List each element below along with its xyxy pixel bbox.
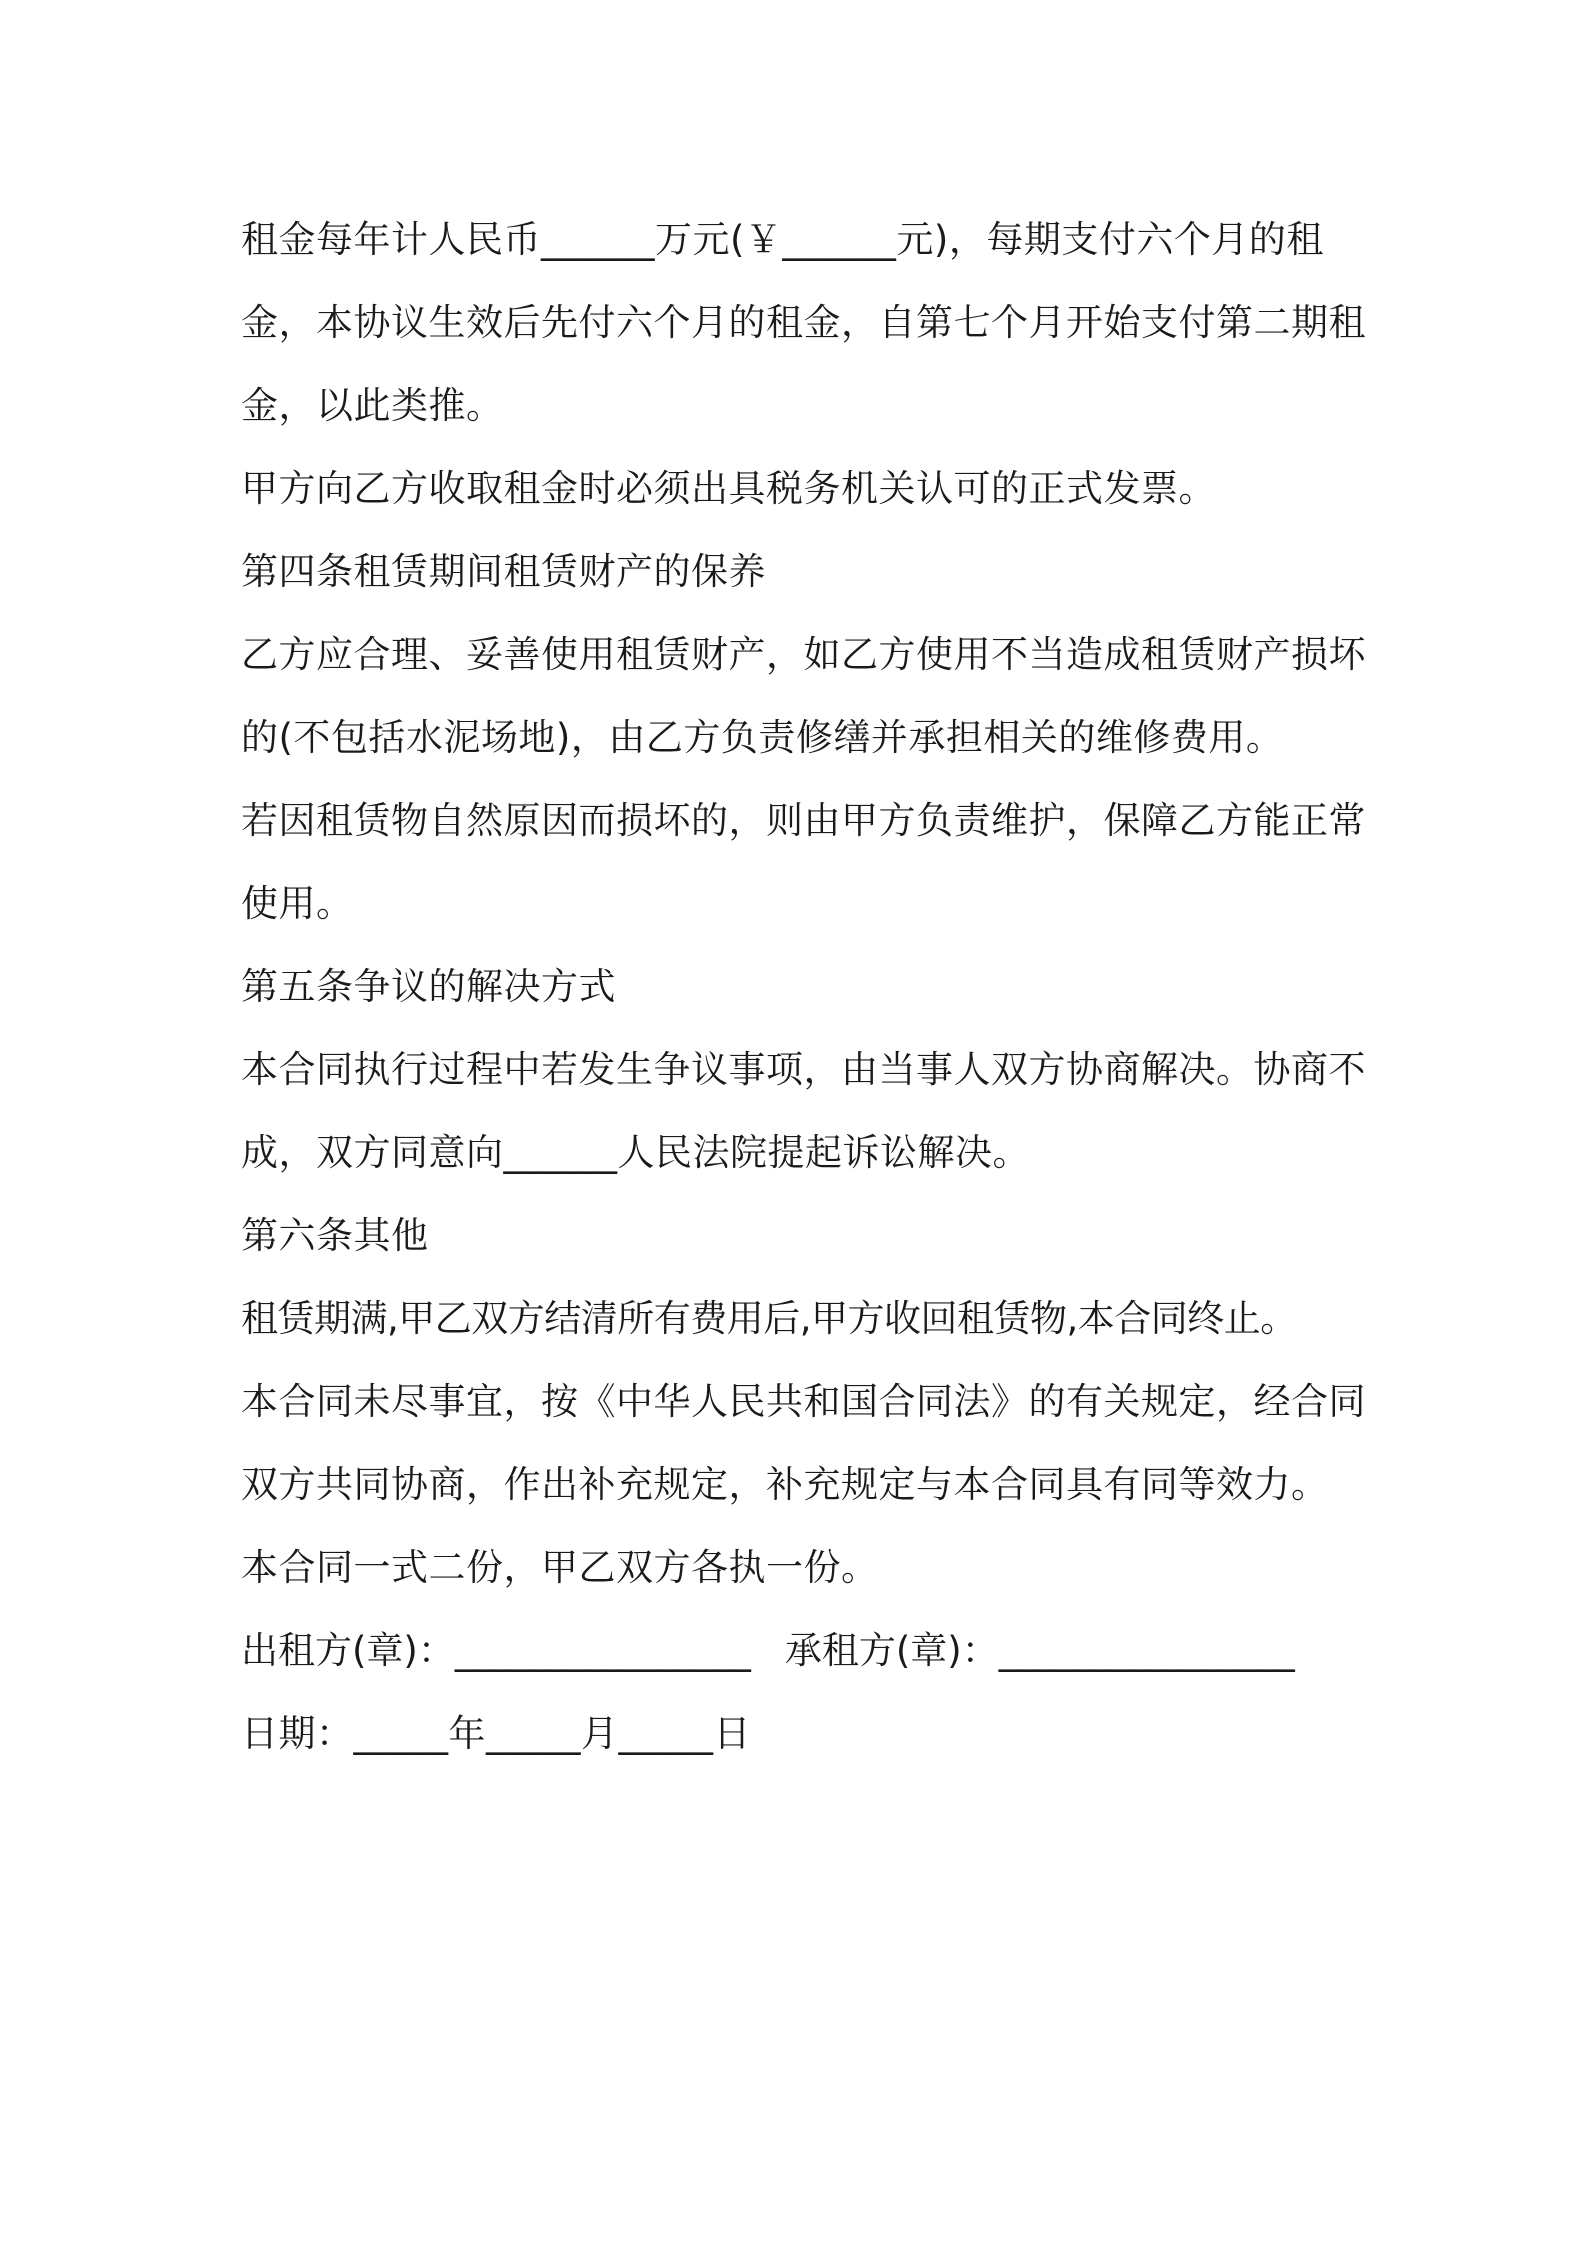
text-line: 本合同一式二份，甲乙双方各执一份。: [241, 1546, 879, 1589]
text-line: 本合同执行过程中若发生争议事项，由当事人双方协商解决。协商不: [241, 1048, 1366, 1091]
text-line: 的(不包括水泥场地)，由乙方负责修缮并承担相关的维修费用。: [241, 716, 1284, 759]
date-line: 日期：_____年_____月_____日: [241, 1712, 751, 1755]
text-line: 甲方向乙方收取租金时必须出具税务机关认可的正式发票。: [241, 467, 1216, 510]
signature-row: [241, 1609, 1361, 1692]
section-heading-6: 第六条其他: [241, 1214, 429, 1257]
text-line: 金，本协议生效后先付六个月的租金，自第七个月开始支付第二期租: [241, 301, 1366, 344]
text-line: 租金每年计人民币______万元(￥______元)，每期支付六个月的租: [241, 218, 1324, 261]
text-line: 租赁期满,甲乙双方结清所有费用后,甲方收回租赁物,本合同终止。: [241, 1297, 1297, 1340]
lessee-signature: 承租方(章)：________________: [784, 1629, 1295, 1672]
contract-page: [241, 198, 1366, 1775]
section-heading-4: 第四条租赁期间租赁财产的保养: [241, 550, 766, 593]
text-line: 本合同未尽事宜，按《中华人民共和国合同法》的有关规定，经合同: [241, 1380, 1366, 1423]
signature-gap: [751, 1609, 785, 1692]
text-line: 乙方应合理、妥善使用租赁财产，如乙方使用不当造成租赁财产损坏: [241, 633, 1366, 676]
section-heading-5: 第五条争议的解决方式: [241, 965, 616, 1008]
lessor-signature: 出租方(章)：________________: [241, 1629, 751, 1672]
text-line: 使用。: [241, 882, 354, 925]
text-line: 成，双方同意向______人民法院提起诉讼解决。: [241, 1131, 1030, 1174]
text-line: 双方共同协商，作出补充规定，补充规定与本合同具有同等效力。: [241, 1463, 1329, 1506]
text-line: 金，以此类推。: [241, 384, 504, 427]
text-line: 若因租赁物自然原因而损坏的，则由甲方负责维护，保障乙方能正常: [241, 799, 1366, 842]
